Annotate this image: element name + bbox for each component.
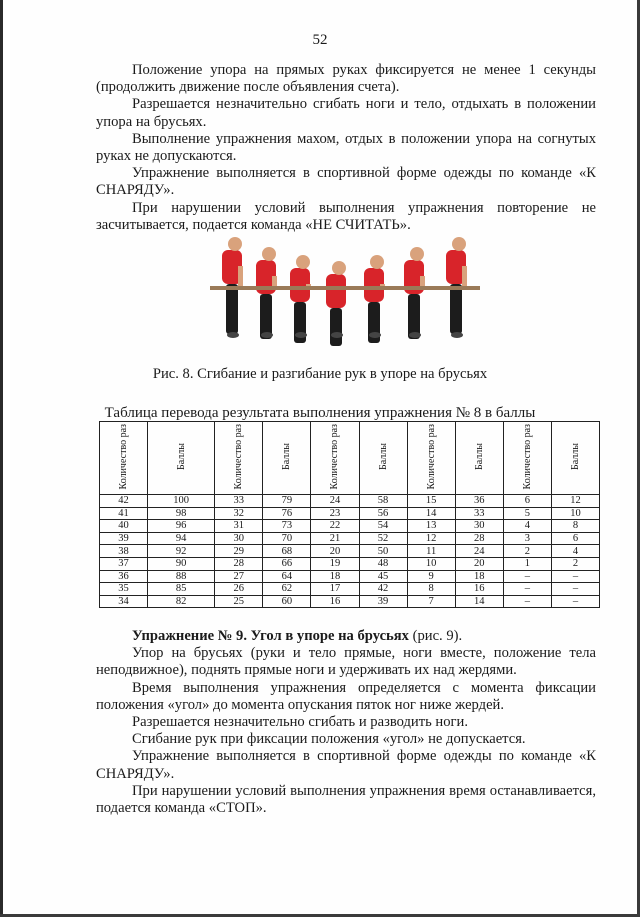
- table-cell: 5: [503, 507, 551, 520]
- table-cell: 20: [311, 545, 359, 558]
- header-cell: Баллы: [455, 422, 503, 495]
- table-cell: 52: [359, 532, 407, 545]
- table-cell: 38: [100, 545, 148, 558]
- table-cell: 39: [100, 532, 148, 545]
- table-cell: 28: [215, 557, 263, 570]
- athlete-shoe: [295, 332, 307, 338]
- table-cell: 2: [551, 557, 599, 570]
- table-cell: 11: [407, 545, 455, 558]
- table-cell: 14: [455, 595, 503, 608]
- paragraph: Упражнение выполняется в спортивной форме одежды по команде «К СНАРЯДУ».: [96, 748, 596, 782]
- table-cell: 30: [215, 532, 263, 545]
- athlete-shoe: [261, 332, 273, 338]
- table-cell: 30: [455, 520, 503, 533]
- table-cell: 39: [359, 595, 407, 608]
- table-cell: 24: [455, 545, 503, 558]
- table-cell: 35: [100, 583, 148, 596]
- header-cell: Количество раз: [100, 422, 148, 495]
- exercise-heading: [96, 628, 596, 645]
- table-cell: 36: [455, 495, 503, 508]
- table-title: Таблица перевода результата выполнения упражнения № 8 в баллы: [104, 405, 536, 421]
- table-cell: 12: [551, 495, 599, 508]
- table-cell: 73: [263, 520, 311, 533]
- athlete-shoe: [227, 332, 239, 338]
- table-cell: 21: [311, 532, 359, 545]
- table-row: [100, 595, 600, 608]
- paragraph: Упражнение выполняется в спортивной форме одежды по команде «К СНАРЯДУ».: [96, 165, 596, 199]
- table-row: [100, 507, 600, 520]
- table-cell: 90: [148, 557, 215, 570]
- table-cell: 76: [263, 507, 311, 520]
- paragraph: При нарушении условий выполнения упражнения время останавливается, подается команда «СТОП».: [96, 782, 596, 817]
- table-cell: 85: [148, 583, 215, 596]
- athlete-shoe: [369, 332, 381, 338]
- table-cell: 13: [407, 520, 455, 533]
- table-cell: 62: [263, 583, 311, 596]
- table-cell: 98: [148, 507, 215, 520]
- table-cell: 24: [311, 495, 359, 508]
- table-cell: –: [551, 583, 599, 596]
- athlete-shirt: [326, 274, 346, 308]
- header-cell: Баллы: [551, 422, 599, 495]
- header-cell: Баллы: [148, 422, 215, 495]
- paragraph: Упор на брусьях (руки и тело прямые, ноги вместе, положение тела неподвижное), поднять прямые ноги и удерживать их над жердями.: [96, 645, 596, 679]
- table-cell: 3: [503, 532, 551, 545]
- table-row: [100, 545, 600, 558]
- table-cell: 94: [148, 532, 215, 545]
- table-cell: 31: [215, 520, 263, 533]
- table-cell: 37: [100, 557, 148, 570]
- figure-caption: Рис. 8. Сгибание и разгибание рук в упоре на брусьях: [152, 366, 488, 382]
- table-cell: –: [503, 595, 551, 608]
- table-cell: 16: [455, 583, 503, 596]
- conversion-table: [99, 421, 600, 608]
- table-cell: 4: [503, 520, 551, 533]
- scan-edge-left: [0, 0, 3, 917]
- table-cell: 20: [455, 557, 503, 570]
- table-cell: 6: [551, 532, 599, 545]
- parallel-bar: [210, 286, 480, 290]
- table-cell: 23: [311, 507, 359, 520]
- table-cell: 12: [407, 532, 455, 545]
- table-row: [100, 532, 600, 545]
- table-cell: 9: [407, 570, 455, 583]
- athlete-head: [410, 247, 424, 261]
- table-cell: –: [503, 583, 551, 596]
- paragraph: Время выполнения упражнения определяется с момента фиксации положения «угол» до момента опускания пяток ног ниже жердей.: [96, 679, 596, 713]
- table-cell: 14: [407, 507, 455, 520]
- header-cell: Количество раз: [407, 422, 455, 495]
- table-cell: 50: [359, 545, 407, 558]
- table-cell: 79: [263, 495, 311, 508]
- table-cell: 82: [148, 595, 215, 608]
- paragraph: Разрешается незначительно сгибать ноги и тело, отдыхать в положении упора на брусьях.: [96, 96, 596, 130]
- table-cell: 6: [503, 495, 551, 508]
- table-cell: 29: [215, 545, 263, 558]
- table-cell: 58: [359, 495, 407, 508]
- table-cell: 33: [215, 495, 263, 508]
- paragraph: Сгибание рук при фиксации положения «угол» не допускается.: [132, 731, 526, 748]
- table-cell: 18: [311, 570, 359, 583]
- table-row: [100, 520, 600, 533]
- table-cell: 40: [100, 520, 148, 533]
- table-cell: 22: [311, 520, 359, 533]
- header-cell: Количество раз: [215, 422, 263, 495]
- table-cell: 54: [359, 520, 407, 533]
- table-row: [100, 495, 600, 508]
- athlete-legs: [226, 284, 238, 334]
- table-cell: 25: [215, 595, 263, 608]
- table-cell: 2: [503, 545, 551, 558]
- table-cell: 42: [359, 583, 407, 596]
- table-row: [100, 557, 600, 570]
- header-cell: Баллы: [359, 422, 407, 495]
- table-cell: 64: [263, 570, 311, 583]
- table-cell: 26: [215, 583, 263, 596]
- table-cell: 16: [311, 595, 359, 608]
- table-cell: 92: [148, 545, 215, 558]
- paragraph: Разрешается незначительно сгибать и разводить ноги.: [132, 714, 468, 731]
- table-row: [100, 570, 600, 583]
- table-cell: 17: [311, 583, 359, 596]
- athlete-head: [262, 247, 276, 261]
- table-cell: 8: [551, 520, 599, 533]
- paragraph: Выполнение упражнения махом, отдых в положении упора на согнутых руках не допускаются.: [96, 130, 596, 165]
- table-cell: –: [503, 570, 551, 583]
- table-cell: 48: [359, 557, 407, 570]
- table-cell: 45: [359, 570, 407, 583]
- table-cell: 34: [100, 595, 148, 608]
- table-cell: 66: [263, 557, 311, 570]
- table-cell: 27: [215, 570, 263, 583]
- table-header-row: [100, 422, 600, 495]
- header-cell: Количество раз: [311, 422, 359, 495]
- athlete-shoe: [331, 332, 343, 338]
- table-row: [100, 583, 600, 596]
- athlete-head: [452, 237, 466, 251]
- exercise-heading-bold: Упражнение № 9. Угол в упоре на брусьях: [132, 628, 409, 644]
- table-cell: 32: [215, 507, 263, 520]
- page-number: 52: [312, 32, 328, 48]
- table-cell: 96: [148, 520, 215, 533]
- table-cell: 36: [100, 570, 148, 583]
- header-cell: Баллы: [263, 422, 311, 495]
- athlete-shoe: [409, 332, 421, 338]
- table-cell: 60: [263, 595, 311, 608]
- table-cell: –: [551, 570, 599, 583]
- text-block-bottom: [96, 628, 596, 817]
- athlete-shoe: [451, 332, 463, 338]
- table-cell: –: [551, 595, 599, 608]
- paragraph: При нарушении условий выполнения упражнения повторение не засчитывается, подается команда «НЕ СЧИТАТЬ».: [96, 199, 596, 233]
- table-cell: 10: [551, 507, 599, 520]
- table-cell: 56: [359, 507, 407, 520]
- parallel-bars-figure: [210, 236, 480, 354]
- paragraph: Положение упора на прямых руках фиксируется не менее 1 секунды (продолжить движение после объявления счета).: [96, 62, 596, 96]
- table-cell: 68: [263, 545, 311, 558]
- table-cell: 88: [148, 570, 215, 583]
- table-cell: 15: [407, 495, 455, 508]
- table-cell: 28: [455, 532, 503, 545]
- table-cell: 18: [455, 570, 503, 583]
- athlete-head: [332, 261, 346, 275]
- header-cell: Количество раз: [503, 422, 551, 495]
- athlete-legs: [450, 284, 462, 334]
- table-cell: 100: [148, 495, 215, 508]
- table-body: [100, 495, 600, 608]
- table-cell: 33: [455, 507, 503, 520]
- table-cell: 8: [407, 583, 455, 596]
- table-cell: 19: [311, 557, 359, 570]
- table-cell: 1: [503, 557, 551, 570]
- table-cell: 7: [407, 595, 455, 608]
- table-cell: 42: [100, 495, 148, 508]
- athlete-head: [296, 255, 310, 269]
- athlete-legs: [330, 308, 342, 346]
- athlete-head: [370, 255, 384, 269]
- text-block-top: [96, 62, 596, 234]
- athlete-head: [228, 237, 242, 251]
- table-cell: 10: [407, 557, 455, 570]
- table-cell: 41: [100, 507, 148, 520]
- table-cell: 4: [551, 545, 599, 558]
- table-cell: 70: [263, 532, 311, 545]
- exercise-heading-ref: (рис. 9).: [408, 628, 463, 644]
